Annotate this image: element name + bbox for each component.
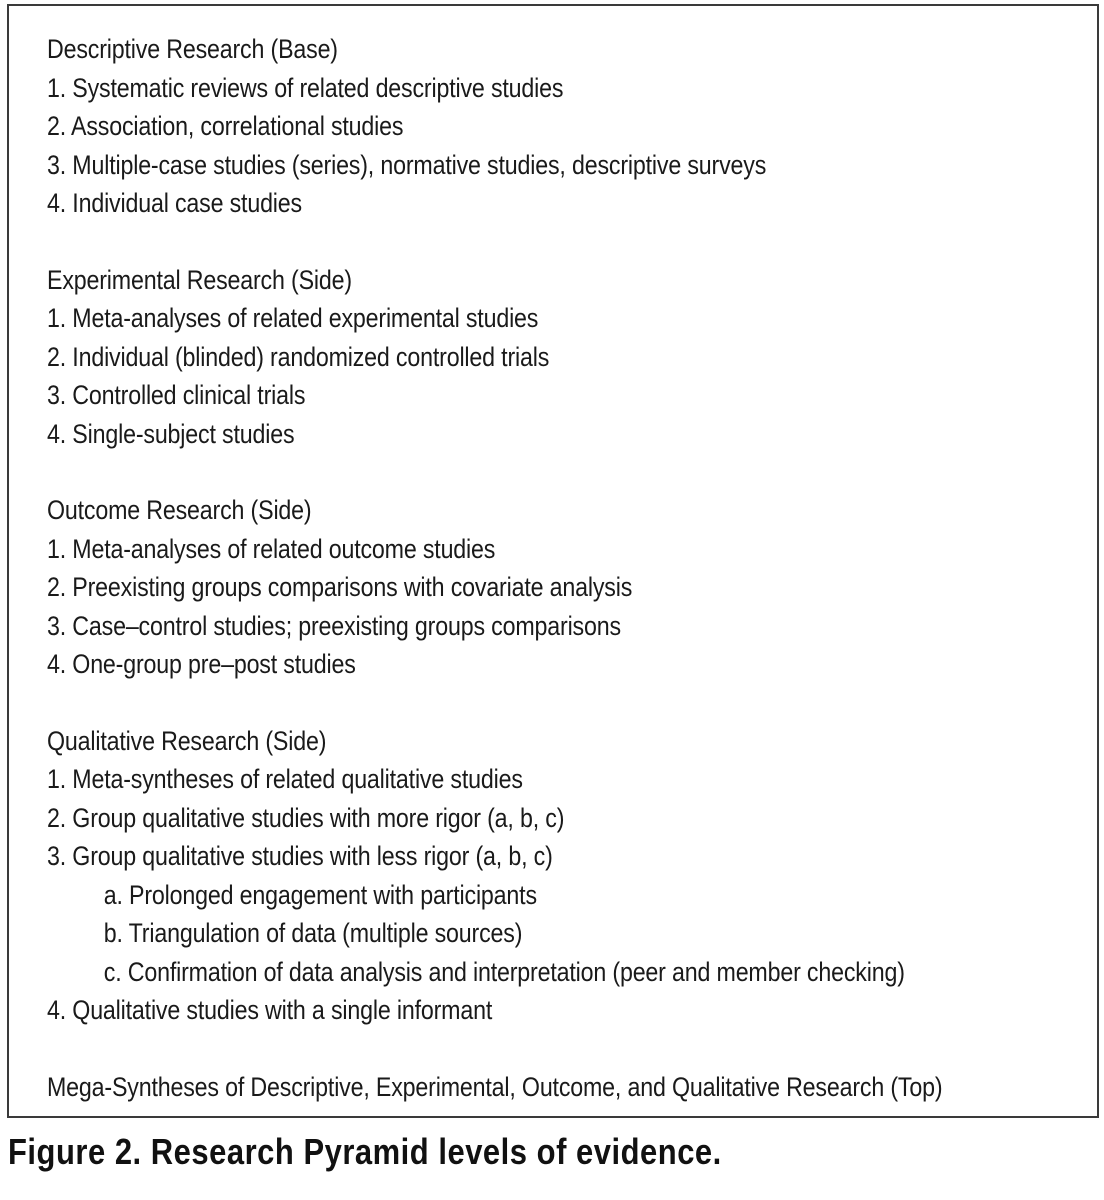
top-level-synthesis: Mega-Syntheses of Descriptive, Experimental, Outcome, and Qualitative Research (Top)	[47, 1071, 943, 1102]
list-item: 2. Individual (blinded) randomized controlled trials	[47, 341, 550, 372]
sub-list-item: c. Confirmation of data analysis and interpretation (peer and member checking)	[103, 956, 905, 987]
figure-content	[47, 30, 1087, 1106]
list-item: 2. Association, correlational studies	[47, 111, 404, 141]
section-title-descriptive: Descriptive Research (Base)	[47, 34, 338, 64]
list-item: 2. Preexisting groups comparisons with covariate analysis	[47, 572, 633, 602]
list-item: 1. Systematic reviews of related descriptive studies	[47, 72, 564, 103]
section-descriptive	[47, 30, 1087, 223]
list-item: 1. Meta-syntheses of related qualitative studies	[47, 764, 523, 794]
section-title-experimental: Experimental Research (Side)	[47, 264, 352, 295]
sub-list-item: b. Triangulation of data (multiple sources)	[103, 918, 523, 948]
figure-box	[7, 4, 1099, 1118]
list-item: 3. Multiple-case studies (series), normative studies, descriptive surveys	[47, 149, 767, 180]
section-title-qualitative: Qualitative Research (Side)	[47, 725, 327, 756]
section-outcome	[47, 491, 1087, 684]
list-item: 1. Meta-analyses of related outcome studies	[47, 533, 496, 564]
figure-caption: Figure 2. Research Pyramid levels of evidence.	[8, 1131, 722, 1172]
list-item: 4. One-group pre–post studies	[47, 649, 356, 679]
section-qualitative	[47, 722, 1087, 1030]
list-item: 4. Individual case studies	[47, 188, 302, 218]
section-experimental	[47, 261, 1087, 454]
list-item: 3. Case–control studies; preexisting groups comparisons	[47, 610, 621, 641]
list-item: 3. Controlled clinical trials	[47, 380, 306, 410]
list-item: 2. Group qualitative studies with more rigor (a, b, c)	[47, 802, 565, 833]
list-item: 3. Group qualitative studies with less rigor (a, b, c)	[47, 841, 553, 871]
list-item: 4. Single-subject studies	[47, 418, 295, 449]
sub-list-item: a. Prolonged engagement with participants	[103, 879, 537, 910]
list-item: 1. Meta-analyses of related experimental studies	[47, 303, 539, 333]
section-title-outcome: Outcome Research (Side)	[47, 495, 312, 525]
list-item: 4. Qualitative studies with a single informant	[47, 995, 493, 1025]
